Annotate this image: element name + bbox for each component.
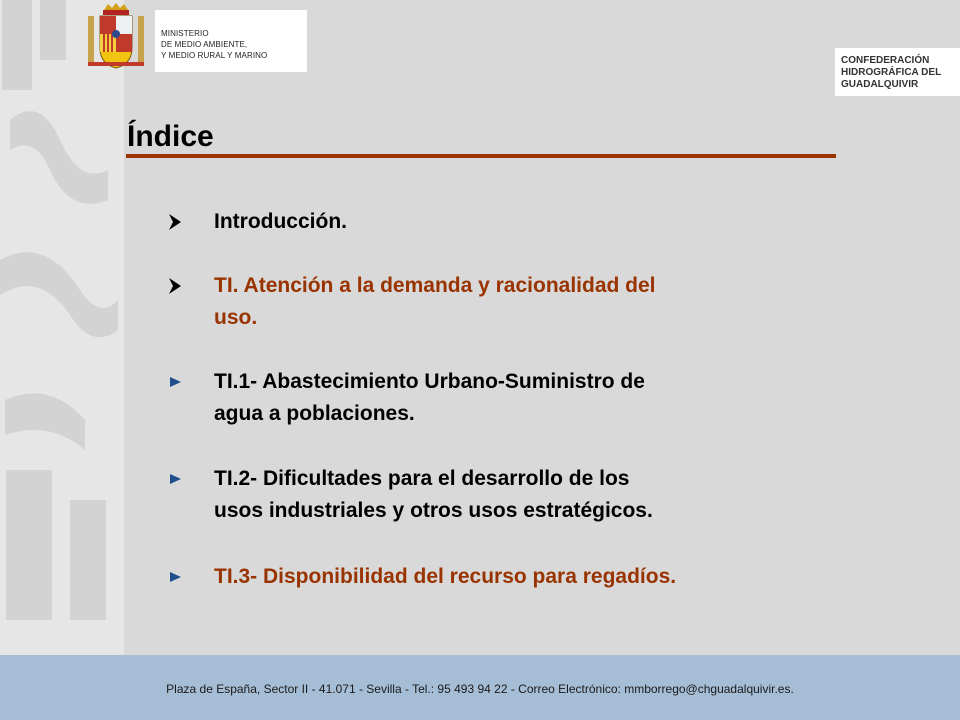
decorative-column-band bbox=[0, 0, 124, 655]
list-item-line: TI.2- Dificultades para el desarrollo de los bbox=[214, 467, 630, 490]
blue-arrow-bullet-icon bbox=[168, 570, 182, 584]
list-item-line: uso. bbox=[214, 306, 258, 329]
ministry-line: MINISTERIO bbox=[161, 29, 209, 38]
ministry-line: Y MEDIO RURAL Y MARINO bbox=[161, 51, 268, 60]
arrow-bullet-icon bbox=[168, 213, 182, 231]
list-item-line: TI.1- Abastecimiento Urbano-Suministro de bbox=[214, 370, 645, 393]
confederacion-line: GUADALQUIVIR bbox=[841, 79, 919, 90]
column-watermark bbox=[0, 0, 124, 655]
list-item-line: usos industriales y otros usos estratégicos. bbox=[214, 499, 653, 522]
confederacion-line: HIDROGRÁFICA DEL bbox=[841, 67, 942, 78]
ministry-logo-box bbox=[155, 10, 307, 72]
confederacion-logo-box bbox=[835, 48, 960, 96]
list-item-line: Introducción. bbox=[214, 210, 347, 233]
list-item-ti3 bbox=[214, 561, 676, 593]
blue-arrow-bullet-icon bbox=[168, 375, 182, 389]
list-item-ti1 bbox=[214, 366, 645, 430]
ministry-line: DE MEDIO AMBIENTE, bbox=[161, 40, 248, 49]
spain-coat-of-arms-logo bbox=[86, 2, 146, 72]
list-item-line: TI.3- Disponibilidad del recurso para regadíos. bbox=[214, 565, 677, 588]
page-title: Índice bbox=[127, 120, 214, 153]
title-underline bbox=[126, 154, 836, 158]
confederacion-line: CONFEDERACIÓN bbox=[841, 55, 930, 66]
list-item-line: TI. Atención a la demanda y racionalidad del bbox=[214, 274, 656, 297]
list-item-ti bbox=[214, 270, 656, 334]
list-item-introduccion bbox=[214, 206, 347, 238]
list-item-line: agua a poblaciones. bbox=[214, 402, 415, 425]
blue-arrow-bullet-icon bbox=[168, 472, 182, 486]
footer-contact-text: Plaza de España, Sector II - 41.071 - Sevilla - Tel.: 95 493 94 22 - Correo Electrónico: mmborrego@chguadalquivir.es. bbox=[166, 682, 794, 696]
arrow-bullet-icon bbox=[168, 277, 182, 295]
list-item-ti2 bbox=[214, 463, 653, 527]
